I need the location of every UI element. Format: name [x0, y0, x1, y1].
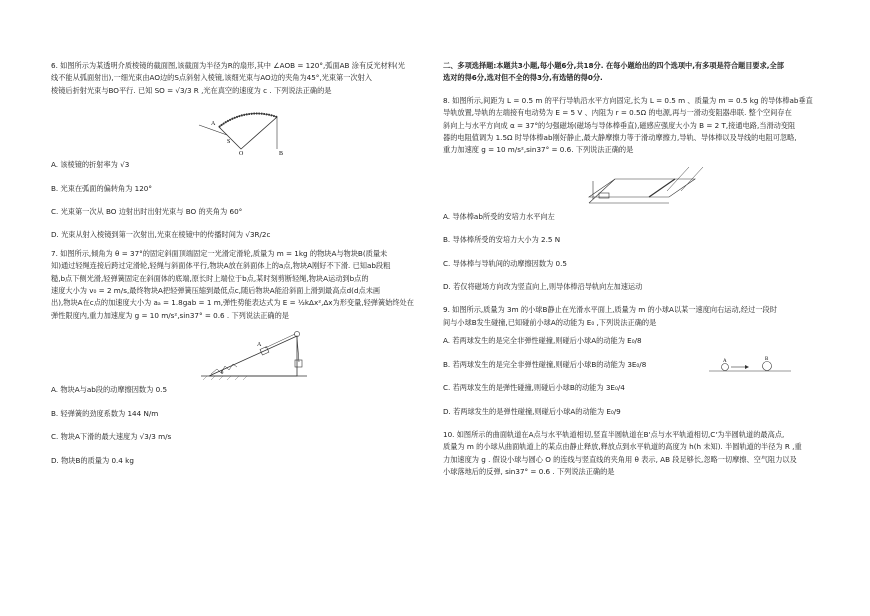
sector-prism-figure: [51, 97, 427, 157]
question-text-line: 9. 如图所示,质量为 3m 的小球B静止在光滑水平面上,质量为 m 的小球A以某一速度向右运动,经过一段时: [443, 305, 777, 315]
question-8: [443, 95, 819, 294]
option-d: D. 若两球发生的是弹性碰撞,则碰后小球A的动能为 E₀/9: [443, 406, 621, 416]
question-text-line: 小球落地后的反弹, sin37° = 0.6 . 下列说法正确的是: [443, 467, 615, 477]
option-d: D. 物块B的质量为 0.4 kg: [51, 455, 134, 465]
question-text-line: 8. 如图所示,间距为 L = 0.5 m 的平行导轨沿水平方向固定,长为 L = 0.5 m 、质量为 m = 0.5 kg 的导体棒ab垂直: [443, 95, 813, 105]
question-text-line: 出),物块A在c点的加速度大小为 aₐ = 1.8gab = 1 m,弹性势能表达式为 E = ½kΔx²,Δx为形变量,轻弹簧始终处在: [51, 298, 414, 308]
question-text-line: 间与小球B发生碰撞,已知碰前小球A的动能为 E₀ ,下列说法正确的是: [443, 317, 657, 327]
option-a: A. 若两球发生的是完全非弹性碰撞,则碰后小球A的动能为 E₀/8: [443, 336, 642, 346]
option-c: C. 导体棒与导轨间的动摩擦因数为 0.5: [443, 258, 567, 268]
fig-label: A: [257, 342, 262, 349]
question-text-line: 质量为 m 的小球从曲面轨道上的某点由静止释放,释放点到水平轨道的高度为 h(h 未知). 半圆轨道的半径为 R ,重: [443, 442, 802, 452]
question-text-line: 知)通过轻绳连接后跨过定滑轮,轻绳与斜面体平行,物块A放在斜面体上的a点,物块A刚好不下滑. 已知ab段粗: [51, 261, 391, 271]
right-column: [443, 60, 819, 479]
section-header: [443, 60, 819, 85]
question-text-line: 速度大小为 v₀ = 2 m/s,最终物块A把轻弹簧压缩到最低点c,随后物块A能沿斜面上滑到最高点d(d点未画: [51, 286, 381, 296]
question-text-line: 糙,b点下侧光滑,轻弹簧固定在斜面体的底端,原长时上端位于b点,某时刻剪断轻绳,物块A运动到b点的: [51, 273, 369, 283]
fig-label: A: [211, 121, 216, 128]
option-a: A. 该棱镜的折射率为 √3: [51, 160, 130, 170]
option-b: B. 轻弹簧的劲度系数为 144 N/m: [51, 408, 159, 418]
option-c: C. 光束第一次从 BO 边射出时出射光束与 BO 的夹角为 60°: [51, 207, 243, 217]
question-text-line: 导轨放置,导轨的左端接有电动势为 E = 5 V 、内阻为 r = 0.5Ω 的电源,再与一滑动变阻器串联. 整个空间存在: [443, 108, 792, 118]
incline-pulley-figure: [51, 322, 427, 380]
question-text-line: 弹性限度内,重力加速度为 g = 10 m/s²,sin37° = 0.6 . 下列说法正确的是: [51, 310, 289, 320]
option-a: A. 物块A与ab段的动摩擦因数为 0.5: [51, 385, 168, 395]
question-text-line: 重力加速度 g = 10 m/s²,sin37° = 0.6. 下列说法正确的是: [443, 145, 634, 155]
two-balls-figure: [705, 355, 795, 377]
option-b: B. 导体棒所受的安培力大小为 2.5 N: [443, 235, 561, 245]
fig-label: O: [239, 151, 244, 158]
question-text-line: 6. 如图所示为某透明介质棱镜的截面图,该截面为半径为R的扇形,其中 ∠AOB = 120°,弧面AB 涂有反光材料(光: [51, 61, 405, 70]
fig-label: S: [227, 139, 231, 146]
question-text-line: 线不能从弧面射出),一细光束由AO边的S点斜射入棱镜,该细光束与AO边的夹角为45°,光束第一次射入: [51, 73, 372, 83]
question-7: [51, 248, 427, 467]
question-10: [443, 429, 819, 479]
question-text-line: 器的电阻值调为 1.5Ω 时导体棒ab刚好静止,最大静摩擦力等于滑动摩擦力,导轨、导体棒以及导线的电阻可忽略,: [443, 133, 797, 143]
option-b: B. 光束在弧面的偏转角为 120°: [51, 183, 152, 193]
fig-label: B: [765, 357, 769, 363]
question-text-line: 7. 如图所示,倾角为 θ = 37°的固定斜面顶端固定一光滑定滑轮,质量为 m = 1kg 的物块A与物块B(质量未: [51, 248, 388, 258]
question-6: [51, 60, 427, 242]
q9-options-with-figure: [443, 335, 819, 418]
question-9: [443, 304, 819, 417]
left-column: [51, 60, 427, 467]
question-text-line: 力加速度为 g . 假设小球与圆心 O 的连线与竖直线的夹角用 θ 表示, AB 段足够长,忽略一切摩擦、空气阻力以及: [443, 454, 797, 464]
rail-circuit-figure: [443, 157, 819, 209]
fig-label: A: [723, 359, 727, 365]
option-c: C. 若两球发生的是弹性碰撞,则碰后小球B的动能为 3E₀/4: [443, 383, 625, 393]
question-text-line: 10. 如图所示的曲面轨道在A点与水平轨道相切,竖直半圆轨道在B'点与水平轨道相切,C'为半圆轨道的最高点,: [443, 429, 785, 439]
section-header-line: 二、多项选择题:本题共3小题,每小题6分,共18分. 在每小题给出的四个选项中,有多项是符合题目要求,全部: [443, 61, 784, 70]
option-c: C. 物块A下滑的最大速度为 √3/3 m/s: [51, 432, 172, 442]
option-a: A. 导体棒ab所受的安培力水平向左: [443, 211, 555, 221]
question-text-line: 棱镜后折射光束与BO平行. 已知 SO = √3/3 R ,光在真空的速度为 c . 下列说法正确的是: [51, 85, 332, 95]
fig-label: B: [279, 151, 284, 158]
question-text-line: 斜向上与水平方向成 α = 37°的匀强磁场(磁场与导体棒垂直),磁感应强度大小为 B = 2 T,接通电路,当滑动变阻: [443, 120, 796, 130]
section-header-line: 选对的得6分,选对但不全的得3分,有选错的得0分.: [443, 73, 603, 83]
fig-label: θ: [221, 371, 224, 377]
option-b: B. 若两球发生的是完全非弹性碰撞,则碰后小球B的动能为 3E₀/8: [443, 359, 647, 369]
option-d: D. 若仅将磁场方向改为竖直向上,则导体棒沿导轨向左加速运动: [443, 282, 643, 292]
option-d: D. 光束从射入棱镜到第一次射出,光束在棱镜中的传播时间为 √3R/2c: [51, 230, 271, 240]
